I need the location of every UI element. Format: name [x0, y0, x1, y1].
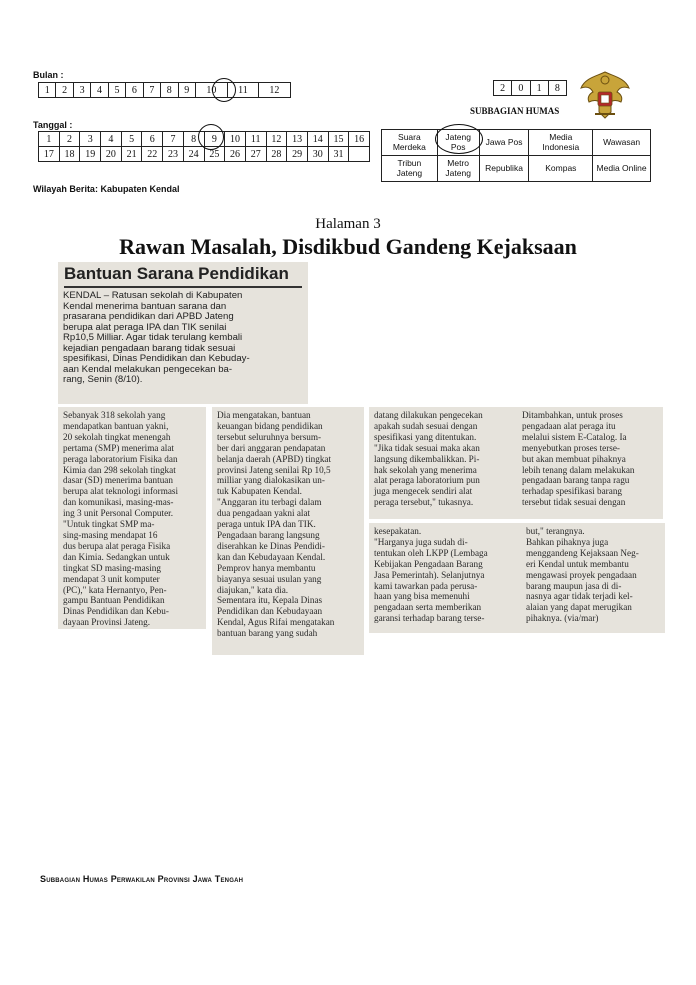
bulan-label: Bulan : [33, 70, 64, 80]
year-digit: 1 [530, 81, 548, 96]
media-cell: Jateng Pos [437, 130, 479, 156]
month-cell: 2 [56, 83, 73, 98]
month-cell: 9 [178, 83, 195, 98]
media-cell: Media Indonesia [529, 130, 593, 156]
date-cell [349, 147, 370, 162]
month-cell: 12 [258, 83, 290, 98]
date-cell: 26 [225, 147, 246, 162]
month-cell: 11 [227, 83, 258, 98]
date-cell: 19 [80, 147, 101, 162]
column-1-clipping [58, 407, 206, 629]
date-cell: 7 [163, 132, 184, 147]
date-cell: 30 [307, 147, 328, 162]
headline: Rawan Masalah, Disdikbud Gandeng Kejaksaan [119, 234, 577, 259]
column-2-text: Dia mengatakan, bantuan keuangan bidang pendidikan tersebut seluruhnya bersum- ber dari anggaran pendapatan belanja daerah (APBD) tingkat provinsi Jateng senilai Rp 10,5 milliar yang dialokasikan un- tuk Kabupaten Kendal. "Anggaran itu terbagi dalam dua pengadaan yakni alat peraga untuk IPA dan TIK. Pengadaan barang langsung diserahkan ke Dinas Pendidi- kan dan Kebudayaan Kendal. Pemprov hanya membantu biayanya sesuai usulan yang diajukan," kata dia. Sementara itu, Kepala Dinas Pendidikan dan Kebudayaan Kendal, Agus Rifai mengatakan bantuan barang yang sudah [217, 410, 335, 639]
column-3-clipping [369, 407, 519, 519]
date-cell: 13 [287, 132, 308, 147]
column-6-clipping [521, 523, 665, 633]
date-cell: 31 [328, 147, 349, 162]
date-cell: 21 [121, 147, 142, 162]
media-cell: Tribun Jateng [382, 156, 438, 182]
date-cell: 20 [101, 147, 122, 162]
media-cell: Suara Merdeka [382, 130, 438, 156]
date-cell: 27 [245, 147, 266, 162]
year-digit: 2 [494, 81, 512, 96]
region-label: Wilayah Berita: Kabupaten Kendal [33, 184, 180, 194]
date-cell: 17 [39, 147, 60, 162]
date-cell: 3 [80, 132, 101, 147]
date-cell: 6 [142, 132, 163, 147]
month-cell: 7 [143, 83, 160, 98]
date-cell: 16 [349, 132, 370, 147]
page-label: Halaman 3 [315, 216, 381, 232]
date-cell: 23 [163, 147, 184, 162]
month-cell: 3 [73, 83, 90, 98]
month-cell: 6 [126, 83, 143, 98]
column-4-clipping [517, 407, 663, 519]
garuda-emblem-icon [577, 66, 633, 122]
year-digit: 0 [512, 81, 530, 96]
column-1-text: Sebanyak 318 sekolah yang mendapatkan bantuan yakni, 20 sekolah tingkat menengah pertama (SMP) menerima alat peraga laboratorium Fisika dan Kimia dan 298 sekolah tingkat dasar (SD) menerima bantuan berupa alat teknologi informasi dan komunikasi, masing-mas- ing 3 unit Personal Computer. "Untuk tingkat SMP ma- sing-masing mendapat 16 dus berupa alat peraga Fisika dan Kimia. Sedangkan untuk tingkat SD masing-masing mendapat 3 unit komputer (PC)," kata Hernantyo, Pen- gampu Bantuan Pendidikan Dinas Pendidikan dan Kebu- dayaan Provinsi Jateng. [63, 410, 179, 628]
media-cell: Republika [479, 156, 529, 182]
date-cell: 8 [183, 132, 204, 147]
date-cell: 4 [101, 132, 122, 147]
month-cell: 4 [91, 83, 108, 98]
column-6-text: but," terangnya. Bahkan pihaknya juga menggandeng Kejaksaan Neg- eri Kendal untuk membantu mengawasi proyek pengadaan barang maupun jasa di di- nasnya agar tidak terjadi kel- alaian yang dapat merugikan pihaknya. (via/mar) [526, 526, 639, 624]
date-cell: 24 [183, 147, 204, 162]
month-cell: 1 [39, 83, 56, 98]
date-cell: 25 [204, 147, 225, 162]
date-cell: 5 [121, 132, 142, 147]
date-cell: 2 [59, 132, 80, 147]
agency-label: SUBBAGIAN HUMAS [470, 106, 560, 116]
date-cell: 1 [39, 132, 60, 147]
section-title: Bantuan Sarana Pendidikan [64, 264, 289, 283]
column-5-text: kesepakatan. "Harganya juga sudah di- tentukan oleh LKPP (Lembaga Kebijakan Pengadaan Barang Jasa Pemerintah). Selanjutnya kami tawarkan pada perusa- haan yang bisa memenuhi pengadaan serta memberikan garansi terhadap barang terse- [374, 526, 488, 624]
date-cell: 9 [204, 132, 225, 147]
lead-paragraph: KENDAL – Ratusan sekolah di Kabupaten Kendal menerima bantuan sarana dan prasarana pendidikan dari APBD Jateng berupa alat peraga IPA dan TIK senilai Rp10,5 Milliar. Agar tidak terulang kembali kejadian pengadaan barang tidak sesuai spesifikasi, Dinas Pendidikan dan Kebuday- aan Kendal melakukan pengecekan ba- rang, Senin (8/10). [63, 290, 250, 385]
date-cell: 29 [287, 147, 308, 162]
tanggal-label: Tanggal : [33, 120, 73, 130]
year-box [493, 80, 567, 96]
media-table [381, 129, 651, 182]
month-cell: 8 [161, 83, 178, 98]
media-cell: Media Online [593, 156, 651, 182]
selected-month-circle [212, 78, 236, 102]
date-cell: 22 [142, 147, 163, 162]
selected-media-circle [435, 124, 483, 154]
year-digit: 8 [548, 81, 566, 96]
date-cell: 14 [307, 132, 328, 147]
column-3-text: datang dilakukan pengecekan apakah sudah sesuai dengan spesifikasi yang ditentukan. "Jika tidak sesuai maka akan langsung dikembalikkan. Pi- hak sekolah yang menerima alat peraga laboratorium pun juga mengecek sendiri alat peraga tersebut," tukasnya. [374, 410, 483, 508]
media-cell: Kompas [529, 156, 593, 182]
lead-clipping [58, 262, 308, 404]
date-cell: 18 [59, 147, 80, 162]
month-grid [38, 82, 291, 98]
date-cell: 11 [245, 132, 266, 147]
column-2-clipping [212, 407, 364, 655]
column-4-text: Ditambahkan, untuk proses pengadaan alat peraga itu melalui sistem E-Catalog. Ia menyebutkan proses terse- but akan membuat pihaknya lebih tenang dalam melakukan pengadaan barang tanpa ragu terhadap spesifikasi barang tersebut tidak sesuai dengan [522, 410, 635, 508]
month-cell: 5 [108, 83, 125, 98]
media-cell: Jawa Pos [479, 130, 529, 156]
date-cell: 15 [328, 132, 349, 147]
media-cell: Metro Jateng [437, 156, 479, 182]
footer-text: Subbagian Humas Perwakilan Provinsi Jawa Tengah [40, 874, 244, 884]
column-5-clipping [369, 523, 521, 633]
selected-date-circle [198, 124, 224, 150]
date-cell: 12 [266, 132, 287, 147]
month-cell: 10 [195, 83, 227, 98]
media-cell: Wawasan [593, 130, 651, 156]
date-cell: 10 [225, 132, 246, 147]
date-cell: 28 [266, 147, 287, 162]
